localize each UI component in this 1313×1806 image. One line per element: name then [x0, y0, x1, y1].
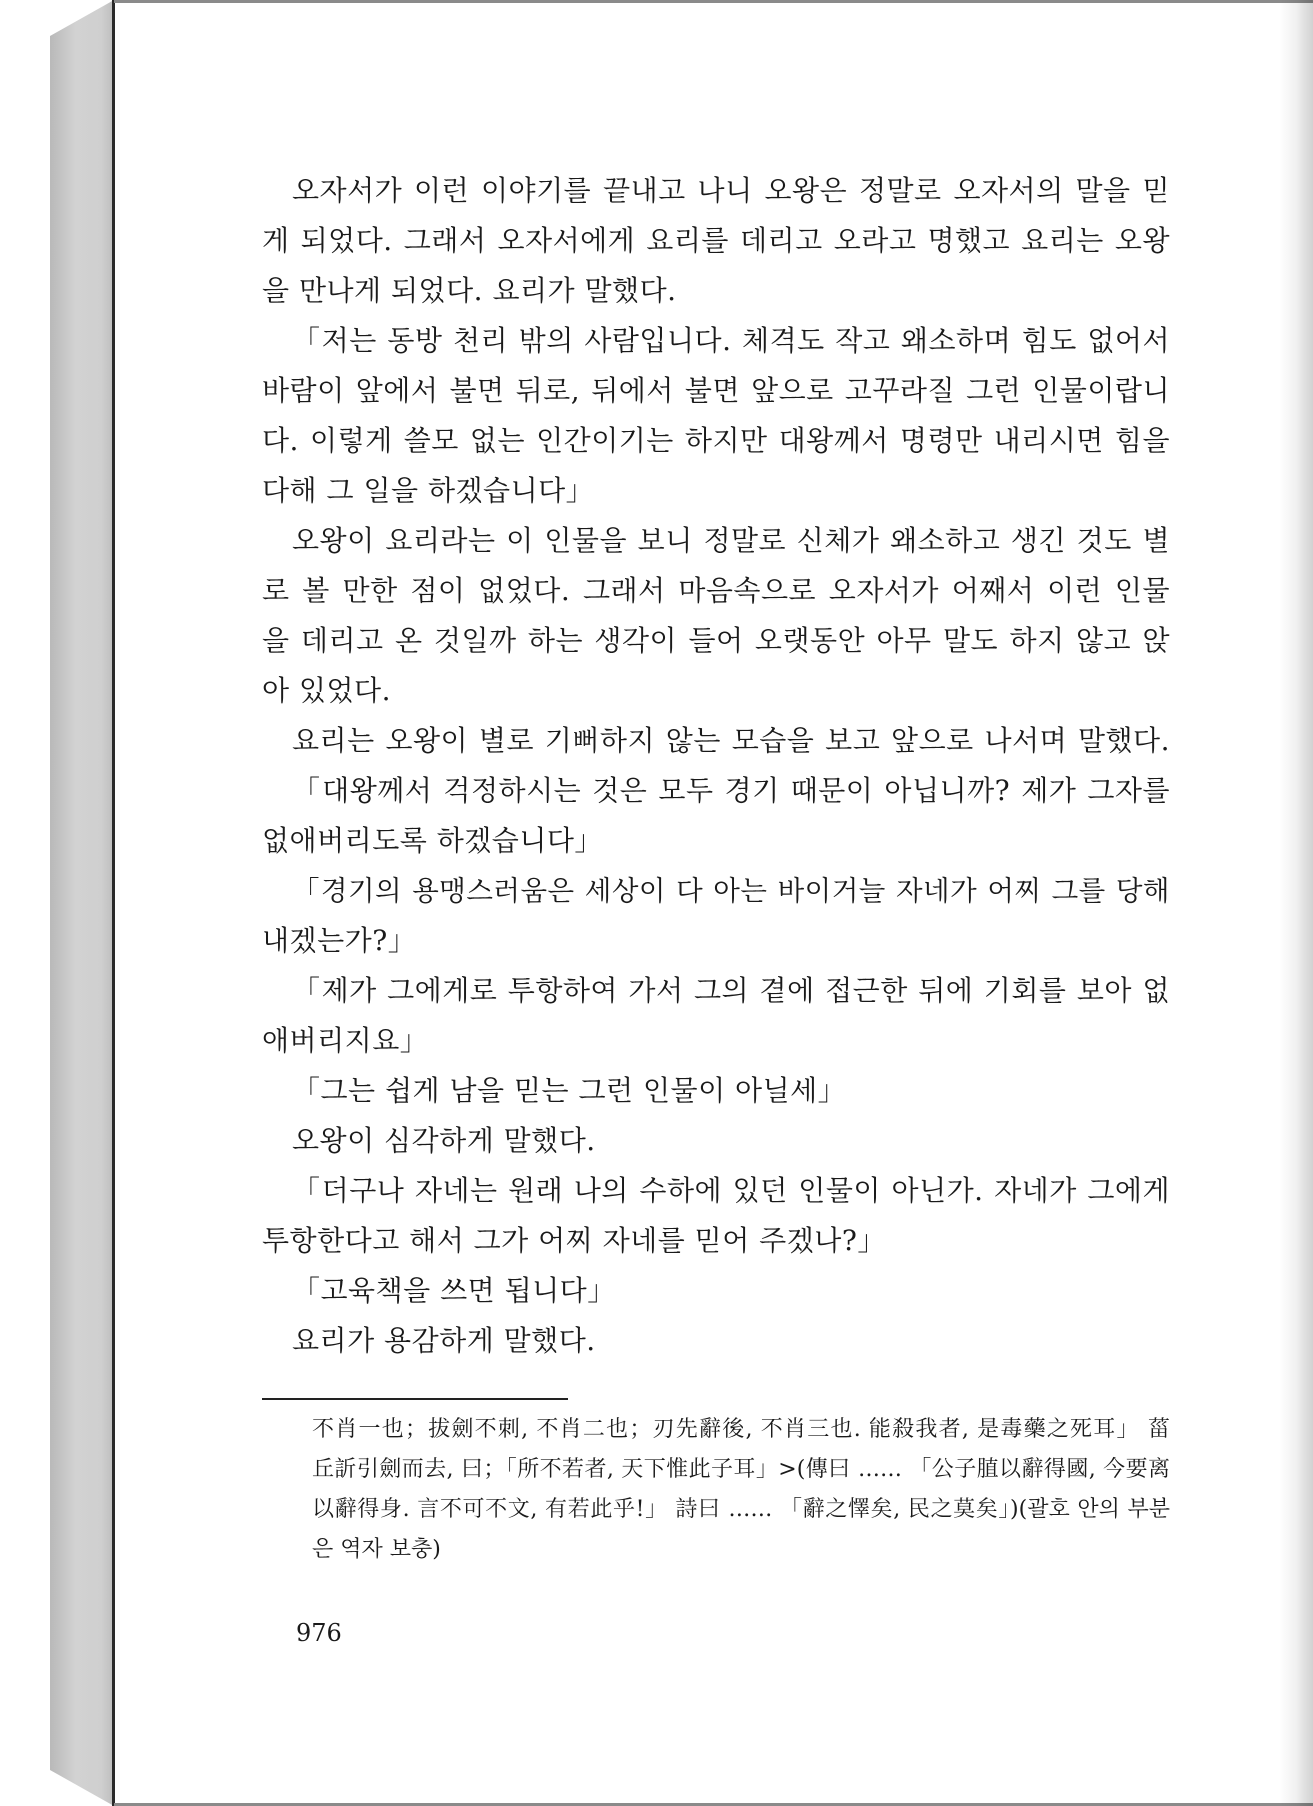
- body-line: 바람이 앞에서 불면 뒤로, 뒤에서 불면 앞으로 고꾸라질 그런 인물이랍니: [262, 374, 1170, 407]
- body-line: 게 되었다. 그래서 오자서에게 요리를 데리고 오라고 명했고 요리는 오왕: [262, 224, 1170, 257]
- page-curl-shadow: [1279, 0, 1313, 1806]
- footnote-line: 丘訢引劍而去, 曰；「所不若者, 天下惟此子耳」>(傳曰 …… 「公子䐈以辭得國, 今要离: [312, 1457, 1170, 1482]
- page-number: 976: [296, 1619, 342, 1647]
- body-line: 「그는 쉽게 남을 믿는 그런 인물이 아닐세」: [292, 1074, 847, 1107]
- body-line: 「저는 동방 천리 밖의 사람입니다. 체격도 작고 왜소하며 힘도 없어서: [292, 324, 1170, 357]
- body-line: 을 데리고 온 것일까 하는 생각이 들어 오랫동안 아무 말도 하지 않고 앉: [262, 624, 1170, 657]
- body-line: 「경기의 용맹스러움은 세상이 다 아는 바이거늘 자네가 어찌 그를 당해: [292, 875, 1170, 907]
- footnote-rule: [262, 1398, 568, 1400]
- footnote-line: 以辭得身. 言不可不文, 有若此乎!」 詩曰 …… 「辭之懌矣, 民之莫矣」)(괄호 안의 부분: [312, 1497, 1170, 1522]
- book-spine: [50, 0, 114, 1806]
- footnote-line: 은 역자 보충): [312, 1537, 441, 1562]
- body-line: 내겠는가?」: [262, 924, 417, 957]
- footnote: [312, 1410, 1170, 1570]
- body-text: [262, 166, 1170, 1366]
- body-line: 「제가 그에게로 투항하여 가서 그의 곁에 접근한 뒤에 기회를 보아 없: [292, 974, 1170, 1007]
- spine-edge-line: [112, 0, 115, 1806]
- body-line: 요리가 용감하게 말했다.: [292, 1324, 596, 1357]
- body-line: 아 있었다.: [262, 674, 391, 707]
- body-line: 「고육책을 쓰면 됩니다」: [292, 1274, 616, 1307]
- body-line: 애버리지요」: [262, 1024, 429, 1057]
- body-line: 없애버리도록 하겠습니다」: [262, 824, 603, 857]
- body-line: 다. 이렇게 쓸모 없는 인간이기는 하지만 대왕께서 명령만 내리시면 힘을: [262, 424, 1170, 457]
- body-line: 을 만나게 되었다. 요리가 말했다.: [262, 274, 677, 307]
- body-line: 오왕이 심각하게 말했다.: [292, 1124, 596, 1157]
- page-top-edge: [114, 0, 1313, 3]
- body-line: 오왕이 요리라는 이 인물을 보니 정말로 신체가 왜소하고 생긴 것도 별: [292, 524, 1170, 557]
- body-line: 로 볼 만한 점이 없었다. 그래서 마음속으로 오자서가 어째서 이런 인물: [262, 574, 1170, 607]
- body-line: 오자서가 이런 이야기를 끝내고 나니 오왕은 정말로 오자서의 말을 믿: [292, 174, 1170, 207]
- body-line: 다해 그 일을 하겠습니다」: [262, 474, 595, 507]
- footnote-line: 不肖一也；拔劍不刺, 不肖二也；刃先辭後, 不肖三也. 能殺我者, 是毒藥之死耳」 菑: [312, 1417, 1170, 1442]
- body-line: 투항한다고 해서 그가 어찌 자네를 믿어 주겠나?」: [262, 1224, 886, 1257]
- body-line: 「더구나 자네는 원래 나의 수하에 있던 인물이 아닌가. 자네가 그에게: [292, 1174, 1170, 1207]
- body-line: 「대왕께서 걱정하시는 것은 모두 경기 때문이 아닙니까? 제가 그자를: [292, 774, 1170, 807]
- body-line: 요리는 오왕이 별로 기뻐하지 않는 모습을 보고 앞으로 나서며 말했다.: [292, 724, 1170, 757]
